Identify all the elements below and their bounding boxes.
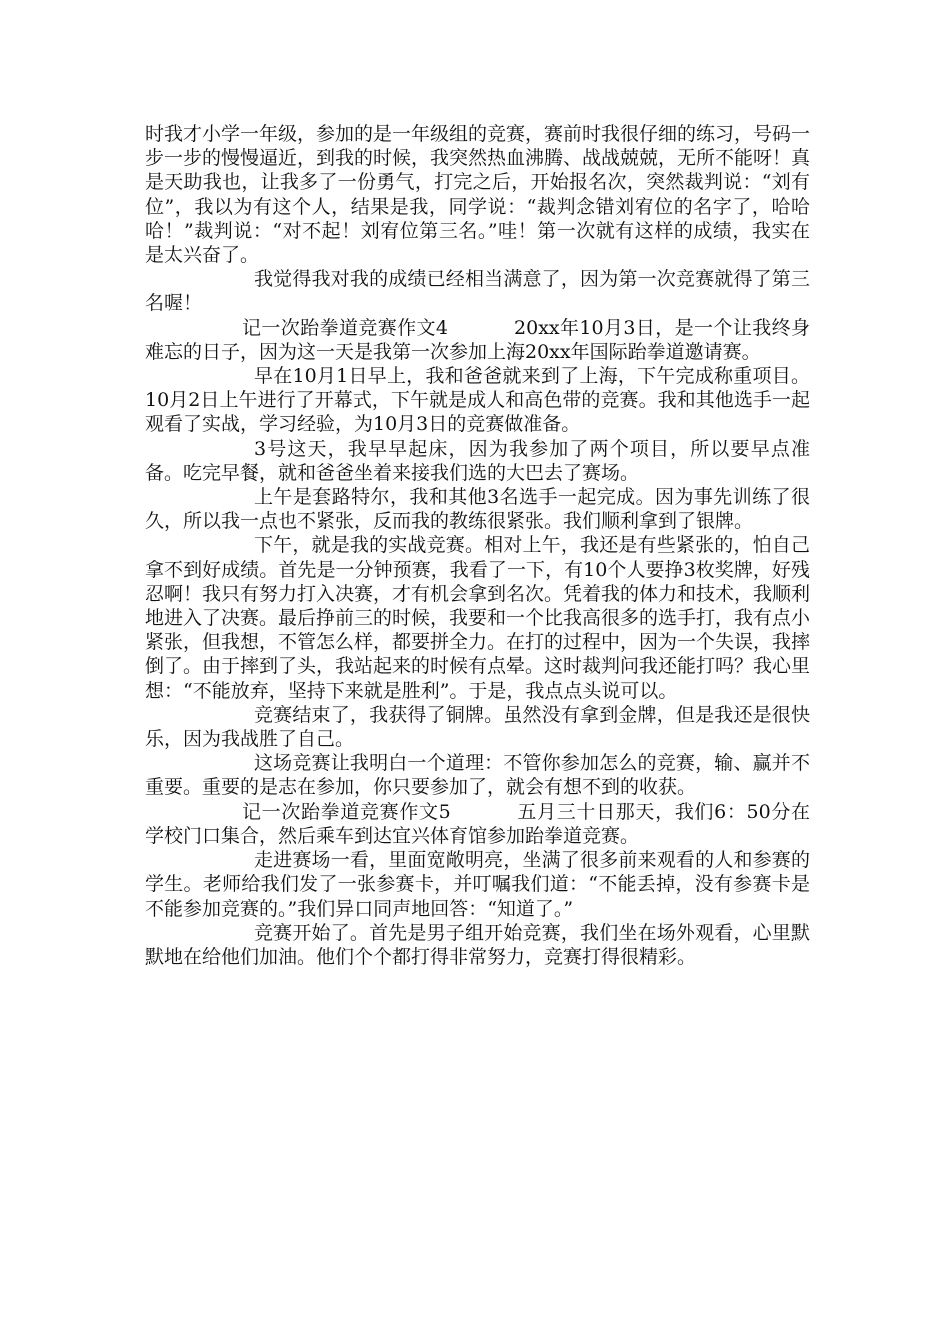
paragraph: 竞赛结束了，我获得了铜牌。虽然没有拿到金牌，但是我还是很快乐，因为我战胜了自己。 (145, 703, 810, 751)
paragraph-text: 20xx年10月3日，是一个让我终身难忘的日子，因为这一天是我第一次参加上海20xx年国际跆拳道邀请赛。 (145, 316, 810, 363)
essay-heading-paragraph (145, 316, 810, 364)
paragraph: 竞赛开始了。首先是男子组开始竞赛，我们坐在场外观看，心里默默地在给他们加油。他们个个都打得非常努力，竞赛打得很精彩。 (145, 921, 810, 968)
document-page (145, 122, 810, 969)
paragraph: 早在10月1日早上，我和爸爸就来到了上海，下午完成称重项目。10月2日上午进行了开幕式，下午就是成人和高色带的竞赛。我和其他选手一起观看了实战，学习经验，为10月3日的竞赛做准备。 (145, 365, 810, 436)
essay-title: 记一次跆拳道竞赛作文4 (242, 316, 449, 339)
paragraph: 我觉得我对我的成绩已经相当满意了，因为第一次竞赛就得了第三名喔！ (145, 268, 810, 315)
paragraph: 这场竞赛让我明白一个道理：不管你参加怎么的竞赛，输、赢并不重要。重要的是志在参加，你只要参加了，就会有想不到的收获。 (145, 752, 810, 799)
paragraph: 下午，就是我的实战竞赛。相对上午，我还是有些紧张的，怕自己拿不到好成绩。首先是一分钟预赛，我看了一下，有10个人要挣3枚奖牌，好残忍啊！我只有努力打入决赛，才有机会拿到名次。凭着我的体力和技术，我顺利地进入了决赛。最后挣前三的时候，我要和一个比我高很多的选手打，我有点小紧张，但我想，不管怎么样，都要拼全力。在打的过程中，因为一个失误，我摔倒了。由于摔到了头，我站起来的时候有点晕。这时裁判问我还能打吗？我心里想：“不能放弃，坚持下来就是胜利”。于是，我点点头说可以。 (145, 534, 811, 702)
paragraph: 上午是套路特尔，我和其他3名选手一起完成。因为事先训练了很久，所以我一点也不紧张，反而我的教练很紧张。我们顺利拿到了银牌。 (145, 486, 810, 533)
paragraph: 3号这天，我早早起床，因为我参加了两个项目，所以要早点准备。吃完早餐，就和爸爸坐着来接我们选的大巴去了赛场。 (145, 437, 810, 484)
paragraph: 时我才小学一年级，参加的是一年级组的竞赛，赛前时我很仔细的练习，号码一步一步的慢慢逼近，到我的时候，我突然热血沸腾、战战兢兢，无所不能呀！真是天助我也，让我多了一份勇气，打完之后，开始报名次，突然裁判说：“刘有位”，我以为有这个人，结果是我，同学说：“裁判念错刘宥位的名字了，哈哈哈！”裁判说：“对不起！刘宥位第三名。”哇！第一次就有这样的成绩，我实在是太兴奋了。 (145, 123, 811, 267)
paragraph: 走进赛场一看，里面宽敞明亮，坐满了很多前来观看的人和参赛的学生。老师给我们发了一张参赛卡，并叮嘱我们道：“不能丢掉，没有参赛卡是不能参加竞赛的。”我们异口同声地回答：“知道了。” (145, 849, 810, 920)
essay-title: 记一次跆拳道竞赛作文5 (242, 800, 451, 823)
paragraph-text: 五月三十日那天，我们6：50分在学校门口集合，然后乘车到达宜兴体育馆参加跆拳道竞赛。 (145, 800, 810, 847)
essay-heading-paragraph (145, 800, 810, 848)
